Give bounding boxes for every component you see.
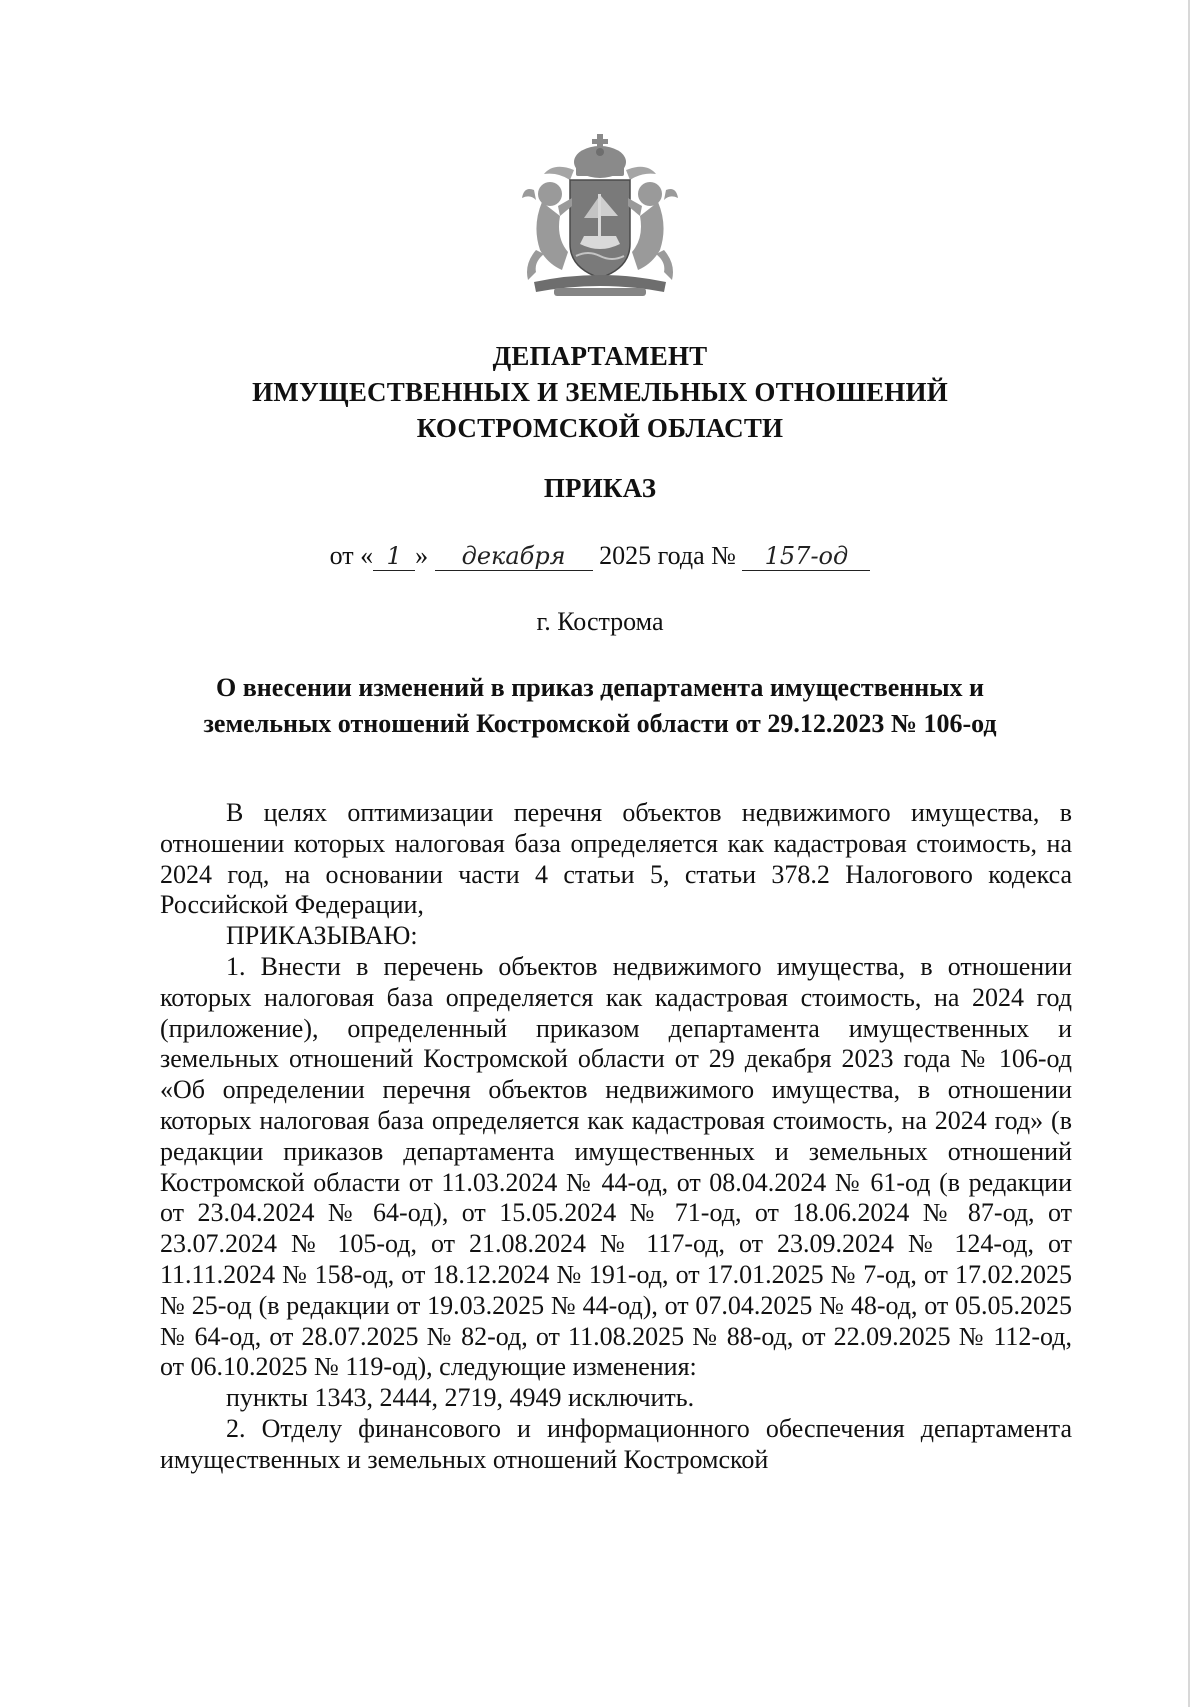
- item-1-sub-paragraph: пункты 1343, 2444, 2719, 4949 исключить.: [226, 1383, 695, 1413]
- order-number-handwritten: 157-од: [742, 542, 870, 571]
- order-date-number-line: [0, 538, 1200, 574]
- order-body: [160, 798, 1072, 1476]
- order-title: ПРИКАЗ: [543, 473, 657, 503]
- crown-icon: [574, 134, 626, 178]
- department-heading-line1: ДЕПАРТАМЕНТ: [492, 341, 708, 371]
- preamble-paragraph: В целях оптимизации перечня объектов недвижимого имущества, в отношении которых налоговая база определяется как кадастровая стоимость, на 2024 год, на основании части 4 статьи 5, статьи 378.2 Налогового кодекса Российской Федерации,: [160, 798, 1072, 920]
- item-1-paragraph: 1. Внести в перечень объектов недвижимого имущества, в отношении которых налоговая база определяется как кадастровая стоимость, на 2024 год (приложение), определенный приказом департамента имущественных и земельных отношений Костромской области от 29 декабря 2023 года № 106-од «Об определении перечня объектов недвижимого имущества, в отношении которых налоговая база определяется как кадастровая стоимость, на 2024 год» (в редакции приказов департамента имущественных и земельных отношений Костромской области от 11.03.2024 № 44-од, от 08.04.2024 № 61-од (в редакции от 23.04.2024 № 64-од), от 15.05.2024 № 71-од, от 18.06.2024 № 87-од, от 23.07.2024 № 105-од, от 21.08.2024 № 117-од, от 23.09.2024 № 124-од, от 11.11.2024 № 158-од, от 18.12.2024 № 191-од, от 17.01.2025 № 7-од, от 17.02.2025 № 25-од (в редакции от 19.03.2025 № 44-од), от 07.04.2025 № 48-од, от 05.05.2025 № 64-од, от 28.07.2025 № 82-од, от 11.08.2025 № 88-од, от 22.09.2025 № 112-од, от 06.10.2025 № 119-од), следующие изменения:: [160, 951, 1072, 1382]
- shield-icon: [570, 180, 630, 278]
- coat-of-arms-icon: [514, 132, 686, 304]
- order-month-handwritten: декабря: [435, 542, 593, 571]
- order-day-handwritten: 1: [373, 542, 415, 571]
- order-subject: [140, 670, 1060, 742]
- order-word-paragraph: ПРИКАЗЫВАЮ:: [226, 921, 418, 951]
- left-lion-icon: [522, 182, 572, 280]
- department-heading-line3: КОСТРОМСКОЙ ОБЛАСТИ: [416, 413, 784, 443]
- item-2-paragraph: 2. Отделу финансового и информационного обеспечения департамента имущественных и земельных отношений Костромской: [160, 1413, 1072, 1474]
- order-year-text: 2025 года №: [592, 541, 743, 570]
- department-heading-line2: ИМУЩЕСТВЕННЫХ И ЗЕМЕЛЬНЫХ ОТНОШЕНИЙ: [252, 377, 948, 407]
- city-line: г. Кострома: [536, 607, 664, 636]
- department-heading: [0, 338, 1200, 446]
- order-date-mid: »: [415, 541, 435, 570]
- order-subject-line2: земельных отношений Костромской области от 29.12.2023 № 106-од: [203, 709, 997, 738]
- order-subject-line1: О внесении изменений в приказ департамента имущественных и: [215, 673, 985, 702]
- right-lion-icon: [628, 182, 678, 280]
- order-date-prefix: от «: [329, 541, 374, 570]
- scan-edge-line: [1188, 0, 1190, 1707]
- base-icon: [534, 275, 666, 296]
